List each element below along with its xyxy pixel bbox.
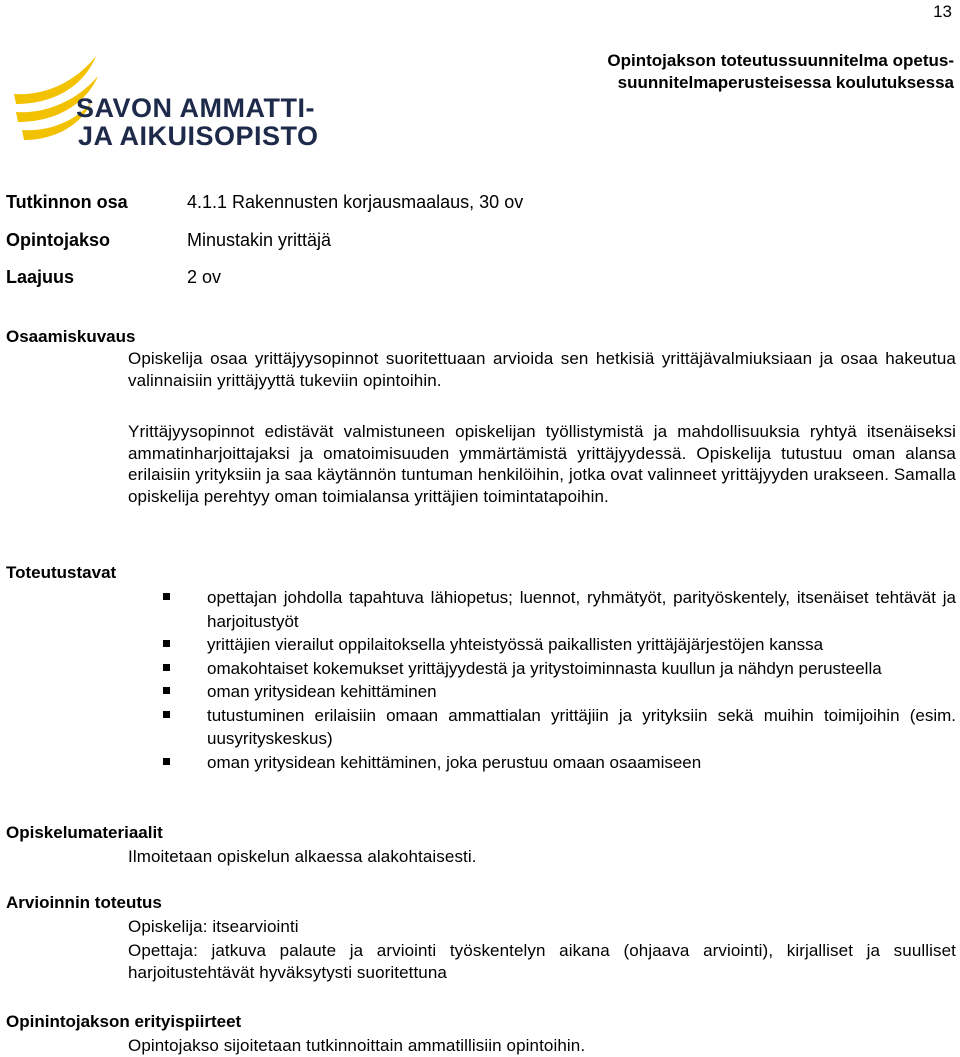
logo-wordmark — [76, 94, 319, 150]
list-item — [163, 586, 956, 633]
list-item-text: oman yritysidean kehittäminen, joka perustuu omaan osaamiseen — [207, 752, 702, 772]
erityispiirteet-text: Opintojakso sijoitetaan tutkinnoittain ammatillisiin opintoihin. — [128, 1036, 586, 1055]
list-item — [163, 704, 956, 751]
meta-value: 4.1.1 Rakennusten korjausmaalaus, 30 ov — [187, 192, 524, 212]
document-header-title — [607, 50, 954, 94]
list-item-text: oman yritysidean kehittäminen — [207, 682, 437, 701]
toteutustavat-list — [163, 586, 956, 774]
meta-value: 2 ov — [187, 267, 222, 287]
arvioinnin-toteutus-line-1: Opiskelija: itsearviointi — [128, 917, 299, 936]
section-title-opiskelumateriaalit: Opiskelumateriaalit — [6, 823, 163, 842]
list-item-text: tutustuminen erilaisiin omaan ammattialan yrittäjiin ja yrityksiin sekä muihin toimijoihin (esim. uusyrityskeskus) — [207, 705, 956, 748]
bullet-square-icon — [163, 758, 170, 765]
section-title-toteutustavat: Toteutustavat — [6, 563, 117, 582]
bullet-square-icon — [163, 664, 170, 671]
opiskelumateriaalit-text: Ilmoitetaan opiskelun alkaessa alakohtaisesti. — [128, 847, 477, 866]
bullet-square-icon — [163, 593, 170, 600]
meta-key: Tutkinnon osa — [6, 192, 128, 212]
list-item — [163, 751, 956, 775]
list-item-text: yrittäjien vierailut oppilaitoksella yhteistyössä paikallisten yrittäjäjärjestöjen kanssa — [207, 635, 824, 654]
section-title-osaamiskuvaus: Osaamiskuvaus — [6, 327, 136, 346]
logo-line-1: SAVON AMMATTI- — [76, 93, 315, 123]
list-item-text: omakohtaiset kokemukset yrittäjyydestä ja yritystoiminnasta kuullun ja nähdyn perusteella — [207, 658, 882, 678]
list-item — [163, 633, 956, 657]
page-number: 13 — [933, 2, 952, 21]
organization-logo — [14, 56, 354, 158]
bullet-square-icon — [163, 711, 170, 718]
list-item — [163, 657, 956, 681]
osaamiskuvaus-paragraph-2: Yrittäjyysopinnot edistävät valmistuneen opiskelijan työllistymistä ja mahdollisuuksia ryhtyä itsenäiseksi ammatinharjoittajaksi ja omatoimisuuden ymmärtämistä yrittäjyydessä. Opiskelija tutustuu oman alansa erilaisiin yrityksiin ja saa käytännön tuntuman henkilöihin, jotka ovat valinneet yrittäjyyden urakseen. Samalla opiskelija perehtyy oman toimialansa yrittäjien toimintatapoihin. — [128, 422, 956, 506]
meta-key: Laajuus — [6, 267, 75, 287]
bullet-square-icon — [163, 687, 170, 694]
osaamiskuvaus-paragraph-1: Opiskelija osaa yrittäjyysopinnot suoritettuaan arvioida sen hetkisiä yrittäjävalmiuksiaan ja osaa hakeutua valinnaisiin yrittäjyyttä tukeviin opintoihin. — [128, 349, 956, 390]
header-line-1: Opintojakson toteutussuunnitelma opetus- — [607, 51, 954, 70]
section-title-arvioinnin-toteutus: Arvioinnin toteutus — [6, 893, 162, 912]
header-line-2: suunnitelmaperusteisessa koulutuksessa — [617, 73, 954, 92]
arvioinnin-toteutus-line-2: Opettaja: jatkuva palaute ja arviointi työskentelyn aikana (ohjaava arviointi), kirjalliset ja suulliset harjoitustehtävät hyväksytysti suoritettuna — [128, 941, 956, 982]
list-item-text: opettajan johdolla tapahtuva lähiopetus; luennot, ryhmätyöt, parityöskentely, itsenäiset tehtävät ja harjoitustyöt — [207, 588, 956, 631]
meta-key: Opintojakso — [6, 230, 111, 250]
bullet-square-icon — [163, 640, 170, 647]
section-title-erityispiirteet: Opinintojakson erityispiirteet — [6, 1012, 242, 1031]
meta-value: Minustakin yrittäjä — [187, 230, 332, 250]
list-item — [163, 680, 956, 704]
logo-line-2: JA AIKUISOPISTO — [78, 121, 319, 151]
